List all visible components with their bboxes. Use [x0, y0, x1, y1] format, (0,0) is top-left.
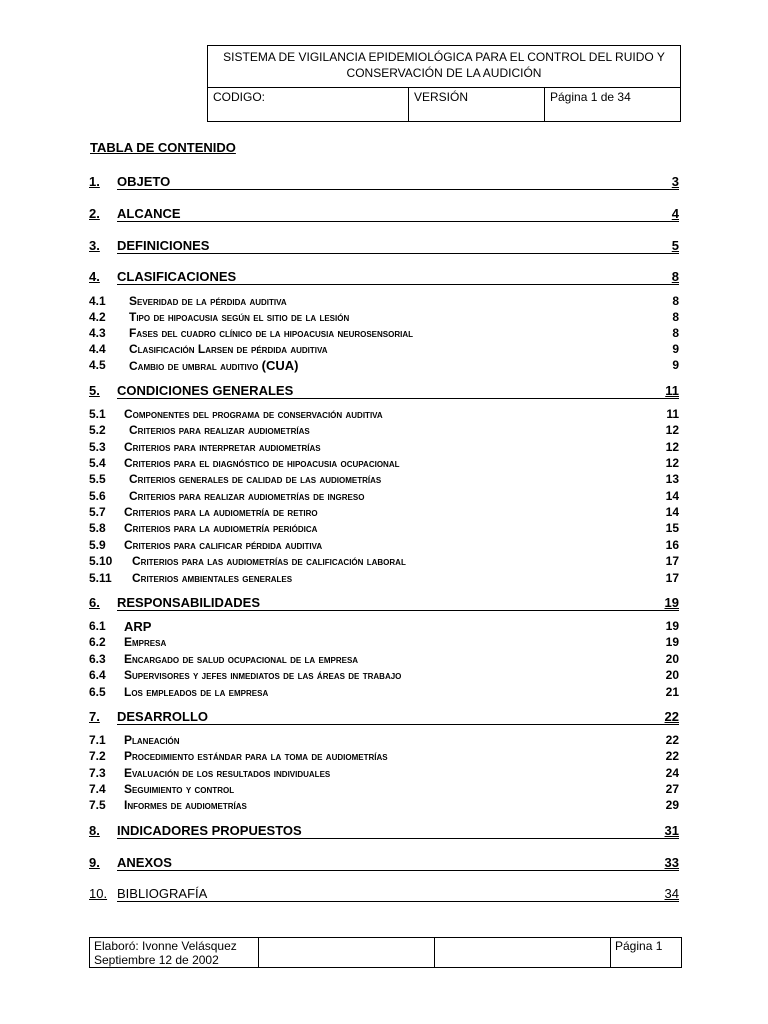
toc-entry-sub[interactable]: 7.4 Seguimiento y control 27: [89, 782, 679, 796]
toc-entry-sub[interactable]: 6.5 Los empleados de la empresa 21: [89, 685, 679, 699]
toc-entry-main[interactable]: 8. INDICADORES PROPUESTOS 31: [89, 823, 679, 838]
toc-entry-sub[interactable]: 7.3 Evaluación de los resultados individuales 24: [89, 766, 679, 780]
toc-title: TABLA DE CONTENIDO: [90, 140, 236, 155]
toc-entry-sub[interactable]: 6.4 Supervisores y jefes inmediatos de las áreas de trabajo 20: [89, 668, 679, 682]
toc-entry-sub[interactable]: 5.2 Criterios para realizar audiometrías 12: [89, 423, 679, 437]
toc-entry-sub[interactable]: 7.2 Procedimiento estándar para la toma de audiometrías 22: [89, 749, 679, 763]
footer-empty-cell: [259, 938, 435, 967]
title-line-2: CONSERVACIÓN DE LA AUDICIÓN: [346, 66, 542, 80]
toc-entry-sub[interactable]: 5.6 Criterios para realizar audiometrías de ingreso 14: [89, 489, 679, 503]
toc-entry-sub[interactable]: 5.8 Criterios para la audiometría periódica 15: [89, 521, 679, 535]
toc-entry-sub[interactable]: 5.11 Criterios ambientales generales 17: [89, 571, 679, 585]
toc-entry-sub[interactable]: 4.4 Clasificación Larsen de pérdida auditiva 9: [89, 342, 679, 356]
codigo-cell: CODIGO:: [208, 88, 409, 121]
toc-entry-sub[interactable]: 5.4 Criterios para el diagnóstico de hipoacusia ocupacional 12: [89, 456, 679, 470]
toc-entry-sub[interactable]: 4.1 Severidad de la pérdida auditiva 8: [89, 294, 679, 308]
toc-entry-main[interactable]: 4. CLASIFICACIONES 8: [89, 269, 679, 284]
document-title: [208, 46, 680, 88]
toc-entry-sub[interactable]: 6.1 ARP 19: [89, 619, 679, 634]
toc-entry-sub[interactable]: 7.5 Informes de audiometrías 29: [89, 798, 679, 812]
toc-entry-sub[interactable]: 5.3 Criterios para interpretar audiometrías 12: [89, 440, 679, 454]
title-line-1: SISTEMA DE VIGILANCIA EPIDEMIOLÓGICA PARA EL CONTROL DEL RUIDO Y: [223, 50, 665, 64]
toc-entry-sub[interactable]: 6.3 Encargado de salud ocupacional de la empresa 20: [89, 652, 679, 666]
toc-entry-main[interactable]: 6. RESPONSABILIDADES 19: [89, 595, 679, 610]
toc-entry-main[interactable]: 5. CONDICIONES GENERALES 11: [89, 383, 679, 398]
page-count-cell: Página 1 de 34: [550, 90, 631, 104]
toc-entry-main[interactable]: 7. DESARROLLO 22: [89, 709, 679, 724]
version-cell: VERSIÓN: [409, 88, 545, 121]
toc-entry-sub[interactable]: 5.5 Criterios generales de calidad de las audiometrías 13: [89, 472, 679, 486]
toc-entry-sub[interactable]: 5.1 Componentes del programa de conservación auditiva 11: [89, 407, 679, 421]
page-number-cell: Página 1: [615, 939, 663, 953]
toc-entry-main[interactable]: 9. ANEXOS 33: [89, 855, 679, 870]
toc-entry-sub[interactable]: 7.1 Planeación 22: [89, 733, 679, 747]
toc-entry-main[interactable]: 2. ALCANCE 4: [89, 206, 679, 221]
toc-entry-sub[interactable]: 5.9 Criterios para calificar pérdida auditiva 16: [89, 538, 679, 552]
toc-entry-sub[interactable]: 4.2 Tipo de hipoacusia según el sitio de la lesión 8: [89, 310, 679, 324]
toc-entry-main[interactable]: 3. DEFINICIONES 5: [89, 238, 679, 253]
toc-entry-sub[interactable]: 5.7 Criterios para la audiometría de retiro 14: [89, 505, 679, 519]
toc-entry-sub[interactable]: 4.3 Fases del cuadro clínico de la hipoacusia neurosensorial 8: [89, 326, 679, 340]
document-header-table: [207, 45, 681, 122]
toc-entry-main[interactable]: 10. BIBLIOGRAFÍA 34: [89, 886, 679, 901]
toc-entry-sub[interactable]: 5.10 Criterios para las audiometrías de calificación laboral 17: [89, 554, 679, 568]
toc-entry-sub[interactable]: 4.5 Cambio de umbral auditivo (CUA) 9: [89, 358, 679, 373]
document-footer-table: [89, 937, 682, 968]
author-cell: Elaboró: Ivonne Velásquez Septiembre 12 de 2002: [90, 938, 259, 967]
footer-empty-cell: [435, 938, 611, 967]
toc-entry-sub[interactable]: 6.2 Empresa 19: [89, 635, 679, 649]
toc-entry-main[interactable]: 1. OBJETO 3: [89, 174, 679, 189]
